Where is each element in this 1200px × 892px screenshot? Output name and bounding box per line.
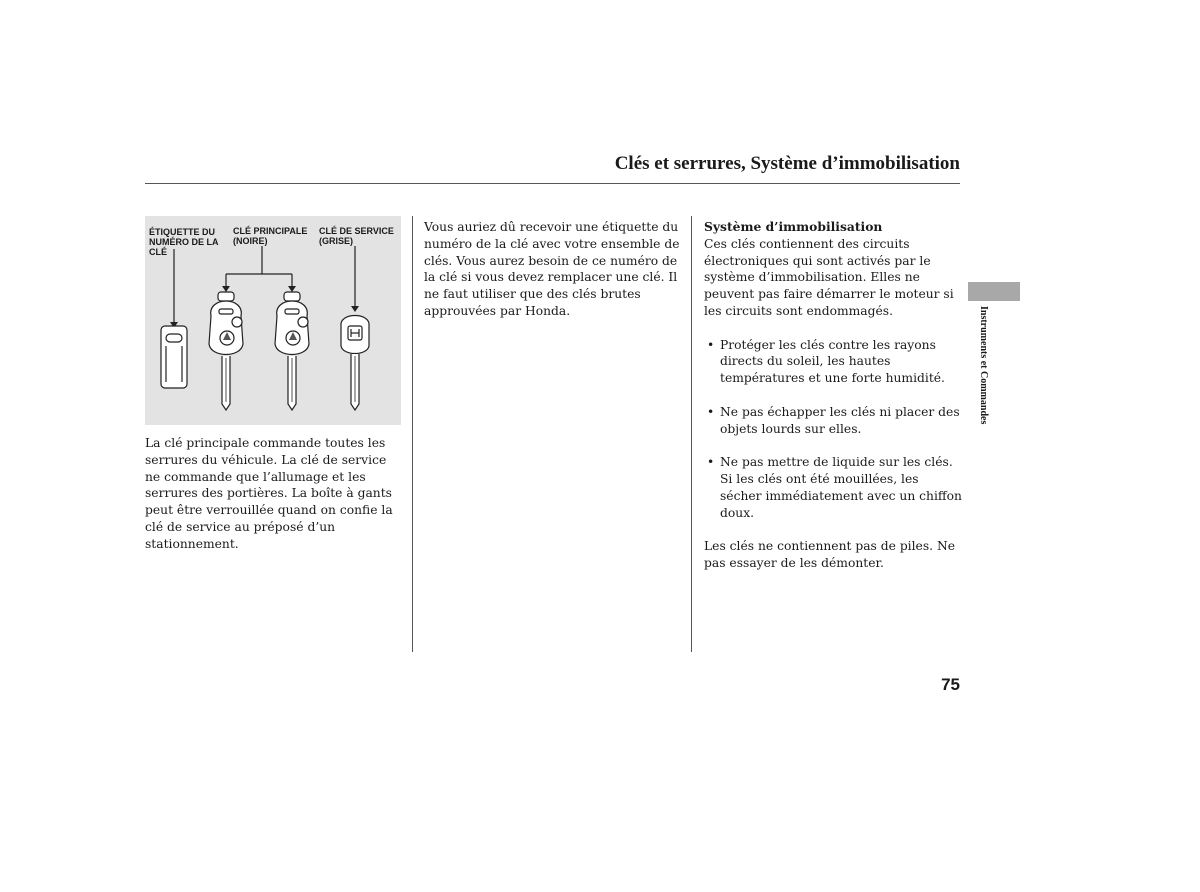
- bullet-icon: •: [707, 455, 715, 470]
- column-divider: [412, 216, 413, 652]
- list-item-text: Ne pas échapper les clés ni placer des objets lourds sur elles.: [720, 404, 960, 436]
- immobilizer-intro: Ces clés contiennent des circuits électroniques qui sont activés par le système d’immobilisation. Elles ne peuvent pas faire démarrer le moteur si les circuits sont endommagés.: [704, 236, 954, 318]
- bullet-icon: •: [707, 404, 715, 419]
- list-item-text: Ne pas mettre de liquide sur les clés. Si les clés ont été mouillées, les sécher immédiatement avec un chiffon doux.: [720, 455, 962, 520]
- bullet-icon: •: [707, 337, 715, 352]
- keys-figure: [145, 216, 401, 425]
- master-key-icon: [209, 292, 243, 410]
- page-title: Clés et serrures, Système d’immobilisation: [614, 153, 960, 174]
- leader-lines: [174, 246, 355, 324]
- figure-label-master: CLÉ PRINCIPALE (NOIRE): [233, 226, 308, 246]
- title-rule: [145, 183, 960, 184]
- figure-label-tag: ÉTIQUETTE DU NUMÉRO DE LA CLÉ: [149, 227, 219, 257]
- list-item: [704, 337, 962, 387]
- column-divider: [691, 216, 692, 652]
- key-tag-icon: [161, 326, 187, 388]
- master-key-icon: [275, 292, 309, 410]
- section-side-label: Instruments et Commandes: [978, 306, 989, 425]
- valet-key-icon: [341, 316, 369, 411]
- leader-arrowheads: [170, 286, 359, 328]
- list-item: [704, 404, 962, 438]
- master-key-paragraph: La clé principale commande toutes les serrures du véhicule. La clé de service ne commande que l’allumage et les serrures des portières. La boîte à gants peut être verrouillée quand on confie la clé de service au préposé d’un stationnement.: [145, 436, 393, 551]
- section-heading: Système d’immobilisation: [704, 219, 883, 234]
- keys-illustration: [145, 216, 401, 425]
- figure-label-valet: CLÉ DE SERVICE (GRISE): [319, 226, 394, 246]
- list-item: [704, 454, 962, 521]
- key-number-paragraph: Vous auriez dû recevoir une étiquette du numéro de la clé avec votre ensemble de clés. Vous aurez besoin de ce numéro de la clé si vous devez remplacer une clé. Il ne faut utiliser que des clés brutes approuvées par Honda.: [424, 220, 680, 318]
- care-list: [704, 337, 962, 522]
- immobilizer-section: [704, 219, 962, 572]
- list-item-text: Protéger les clés contre les rayons directs du soleil, les hautes températures et une forte humidité.: [720, 337, 945, 386]
- closing-paragraph: Les clés ne contiennent pas de piles. Ne pas essayer de les démonter.: [704, 539, 955, 570]
- page-number: 75: [941, 675, 960, 694]
- section-tab: [968, 282, 1020, 301]
- honda-logo-icon: [348, 326, 362, 340]
